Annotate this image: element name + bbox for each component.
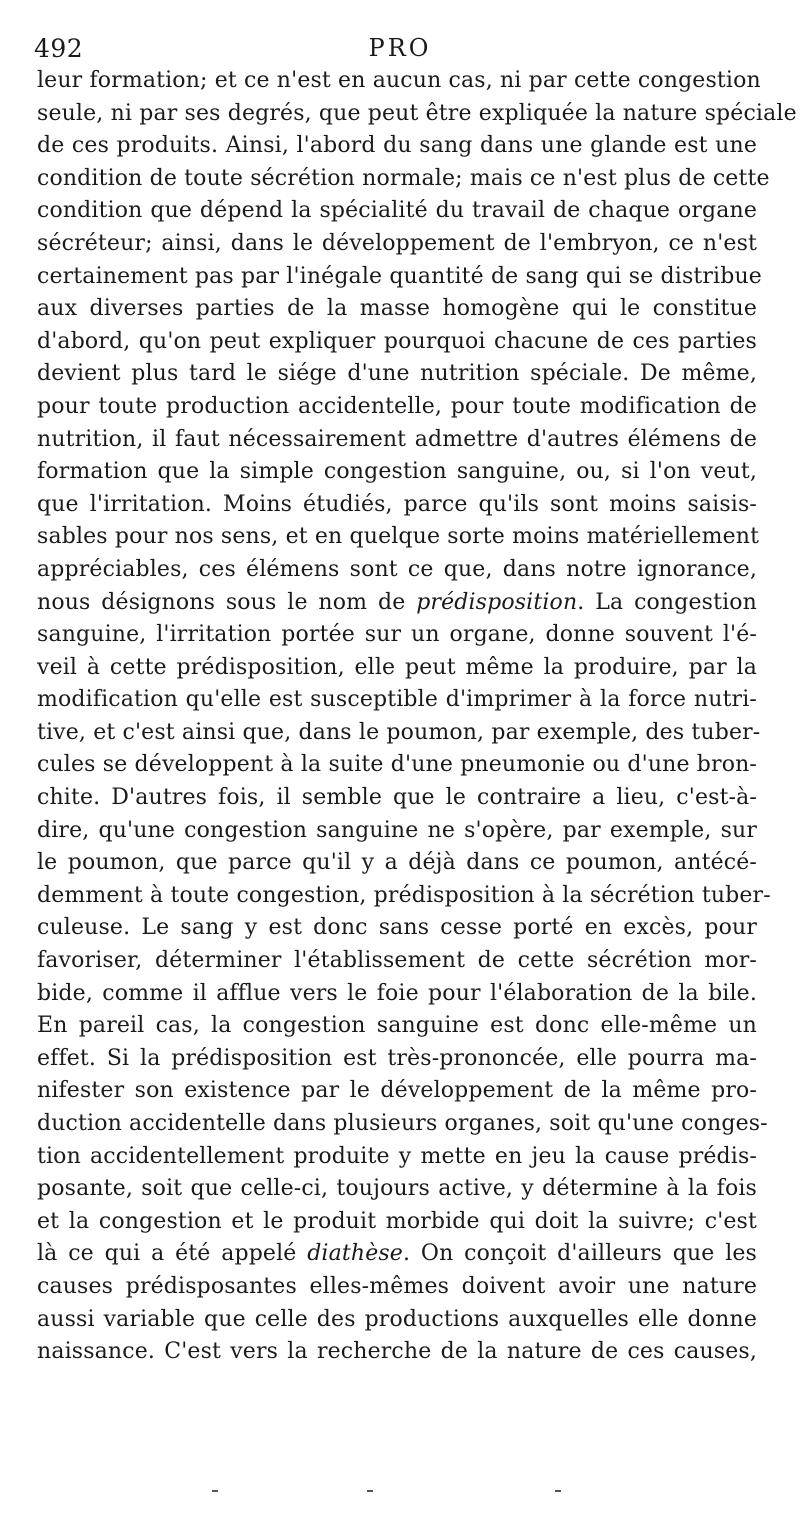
text-line: [37, 163, 770, 196]
text-segment: seule, ni par ses degrés, que peut être expliquée la nature spéciale: [37, 100, 797, 126]
text-line: [37, 261, 762, 294]
text-segment: pour toute production accidentelle, pour toute modification de: [37, 393, 757, 419]
text-line: [37, 847, 757, 880]
text-segment: condition que dépend la spécialité du travail de chaque organe: [37, 198, 757, 224]
footer-mark: [212, 1490, 218, 1492]
text-segment: leur formation; et ce n'est en aucun cas, ni par cette congestion: [37, 68, 761, 93]
running-head: PRO: [368, 34, 432, 62]
text-line: [37, 652, 757, 685]
text-line: [37, 326, 757, 359]
footer-mark: [367, 1490, 373, 1492]
text-line: [37, 489, 757, 522]
text-line: [37, 1238, 757, 1271]
text-line: [37, 456, 757, 489]
text-line: [37, 749, 757, 782]
text-line: [37, 684, 757, 717]
text-line: [37, 815, 757, 848]
text-segment: d'abord, qu'on peut expliquer pourquoi chacune de ces parties: [37, 328, 757, 354]
text-segment: demment à toute congestion, prédisposition à la sécrétion tuber-: [37, 882, 771, 908]
text-segment: modification qu'elle est susceptible d'imprimer à la force nutri-: [37, 687, 757, 713]
text-segment: . On conçoit d'ailleurs que les: [402, 1241, 757, 1267]
text-line: [37, 195, 757, 228]
text-segment: appréciables, ces élémens sont ce que, dans notre ignorance,: [37, 556, 757, 582]
text-segment: nifester son existence par le développement de la même pro-: [37, 1078, 757, 1104]
text-segment: formation que la simple congestion sanguine, ou, si l'on veut,: [37, 459, 757, 485]
text-line: [37, 1141, 757, 1174]
page-number: 492: [34, 34, 84, 63]
text-segment: causes prédisposantes elles-mêmes doivent avoir une nature: [37, 1273, 757, 1299]
text-line: [37, 619, 757, 652]
text-segment: En pareil cas, la congestion sanguine est donc elle-même un: [37, 1013, 757, 1039]
page-header: [34, 34, 764, 68]
text-segment: duction accidentelle dans plusieurs organes, soit qu'une conges-: [37, 1111, 768, 1136]
text-line: [37, 1206, 757, 1239]
text-line: [37, 358, 757, 391]
text-line: [37, 293, 757, 326]
text-segment: certainement pas par l'inégale quantité de sang qui se distribue: [37, 263, 762, 289]
text-line: [37, 228, 757, 261]
text-segment: condition de toute sécrétion normale; mais ce n'est plus de cette: [37, 165, 770, 191]
text-segment: posante, soit que celle-ci, toujours active, y détermine à la fois: [37, 1176, 757, 1202]
text-segment: et la congestion et le produit morbide qui doit la suivre; c'est: [37, 1208, 757, 1234]
text-segment: nutrition, il faut nécessairement admettre d'autres élémens de: [37, 426, 757, 452]
text-line: [37, 521, 760, 554]
text-segment: chite. D'autres fois, il semble que le contraire a lieu, c'est-à-: [37, 785, 757, 811]
text-line: [37, 1010, 757, 1043]
text-line: [37, 945, 757, 978]
text-segment: aussi variable que celle des productions auxquelles elle donne: [37, 1306, 757, 1332]
italic-term: diathèse: [307, 1241, 403, 1267]
text-segment: tion accidentellement produite y mette en jeu la cause prédis-: [37, 1143, 757, 1169]
text-line: [37, 782, 757, 815]
text-line: [37, 587, 757, 620]
text-line: [37, 1075, 757, 1108]
text-segment: tive, et c'est ainsi que, dans le poumon, par exemple, des tuber-: [37, 719, 761, 745]
footer-mark: [555, 1490, 561, 1492]
text-segment: favoriser, déterminer l'établissement de cette sécrétion mor-: [37, 948, 757, 974]
text-segment: effet. Si la prédisposition est très-prononcée, elle pourra ma-: [37, 1045, 757, 1071]
text-segment: naissance. C'est vers la recherche de la nature de ces causes,: [37, 1339, 757, 1365]
text-segment: le poumon, que parce qu'il y a déjà dans ce poumon, antécé-: [37, 850, 757, 876]
text-segment: veil à cette prédisposition, elle peut même la produire, par la: [37, 654, 757, 680]
text-line: [37, 391, 757, 424]
text-segment: sanguine, l'irritation portée sur un organe, donne souvent l'é-: [37, 622, 757, 648]
text-line: [37, 880, 771, 913]
text-segment: devient plus tard le siége d'une nutrition spéciale. De même,: [37, 361, 757, 387]
text-segment: cules se développent à la suite d'une pneumonie ou d'une bron-: [37, 752, 757, 778]
text-line: [37, 1173, 757, 1206]
text-segment: . La congestion: [577, 589, 757, 615]
text-segment: de ces produits. Ainsi, l'abord du sang dans une glande est une: [37, 133, 757, 159]
text-line: [37, 130, 757, 163]
text-line: [37, 717, 761, 750]
footer-marks: [0, 1490, 800, 1500]
italic-term: prédisposition: [416, 589, 578, 615]
text-line: [37, 1336, 757, 1369]
body-text: [37, 65, 797, 1369]
text-line: [37, 912, 757, 945]
text-segment: sables pour nos sens, et en quelque sorte moins matériellement: [37, 524, 760, 550]
text-line: [37, 1108, 768, 1141]
text-line: [37, 1304, 757, 1337]
text-segment: sécréteur; ainsi, dans le développement de l'embryon, ce n'est: [37, 230, 757, 256]
text-segment: nous désignons sous le nom de: [37, 589, 417, 615]
text-segment: aux diverses parties de la masse homogène qui le constitue: [37, 296, 757, 322]
text-line: [37, 424, 757, 457]
text-segment: dire, qu'une congestion sanguine ne s'opère, par exemple, sur: [37, 817, 757, 843]
text-line: [37, 65, 761, 98]
text-line: [37, 1271, 757, 1304]
text-line: [37, 554, 757, 587]
text-segment: bide, comme il afflue vers le foie pour l'élaboration de la bile.: [37, 980, 757, 1006]
text-segment: culeuse. Le sang y est donc sans cesse porté en excès, pour: [37, 915, 757, 941]
text-segment: que l'irritation. Moins étudiés, parce qu'ils sont moins saisis-: [37, 491, 757, 517]
text-segment: là ce qui a été appelé: [37, 1241, 308, 1267]
text-line: [37, 1043, 757, 1076]
text-line: [37, 978, 757, 1011]
text-line: [37, 98, 797, 131]
